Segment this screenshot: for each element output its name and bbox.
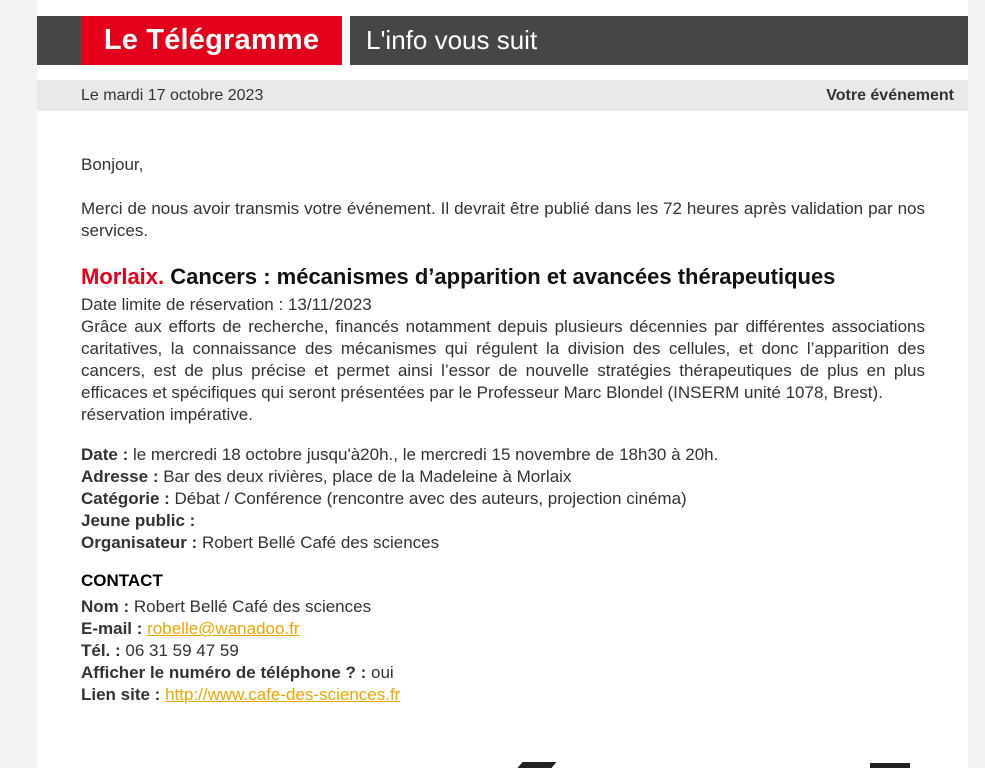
contact-phone-label: Tél. :: [81, 641, 121, 660]
contact-site-label: Lien site :: [81, 685, 161, 704]
event-details: [81, 444, 925, 554]
detail-category-label: Catégorie :: [81, 489, 170, 508]
detail-address-label: Adresse :: [81, 467, 159, 486]
contact-show-phone: [81, 662, 925, 684]
contact-heading: CONTACT: [81, 571, 163, 590]
reservation-note: réservation impérative.: [81, 405, 253, 424]
event-title: [81, 264, 925, 289]
contact-email-label: E-mail :: [81, 619, 143, 638]
contact-show-phone-label: Afficher le numéro de téléphone ? :: [81, 663, 367, 682]
event-city: Morlaix.: [81, 264, 165, 289]
detail-youth: [81, 510, 925, 532]
detail-youth-label: Jeune public :: [81, 511, 196, 530]
detail-organizer-value: Robert Bellé Café des sciences: [201, 533, 440, 552]
email-content: [81, 154, 925, 706]
contact-name-label: Nom :: [81, 597, 130, 616]
telegramme-logo[interactable]: Le Télégramme: [81, 16, 342, 65]
contact-site-link[interactable]: http://www.cafe-des-sciences.fr: [165, 685, 401, 704]
detail-address: [81, 466, 925, 488]
contact-name: [81, 596, 925, 618]
footer-decoration-left: [517, 762, 556, 768]
email-date: Le mardi 17 octobre 2023: [81, 87, 264, 104]
contact-phone: [81, 640, 925, 662]
footer-decoration-right: [870, 763, 910, 768]
intro-text: Merci de nous avoir transmis votre événement. Il devrait être publié dans les 72 heures après validation par nos services.: [81, 199, 925, 240]
header-tagline: L'info vous suit: [366, 25, 538, 55]
detail-address-value: Bar des deux rivières, place de la Madeleine à Morlaix: [163, 467, 572, 486]
contact-name-value: Robert Bellé Café des sciences: [133, 597, 372, 616]
contact-site: [81, 684, 925, 706]
greeting: Bonjour,: [81, 155, 144, 174]
detail-organizer: [81, 532, 925, 554]
detail-category-value: Débat / Conférence (rencontre avec des auteurs, projection cinéma): [174, 489, 687, 508]
detail-category: [81, 488, 925, 510]
event-title-text: Cancers : mécanismes d’apparition et avancées thérapeutiques: [170, 264, 836, 289]
event-description: Grâce aux efforts de recherche, financés notamment depuis plusieurs décennies par différentes associations caritatives, la connaissance des mécanismes qui régulent la division des cellules, et donc l’apparition des cancers, est de plus précise et permet ainsi l’essor de nouvelle stratégies thérapeutiques de plus en plus efficaces et spécifiques qui seront présentées par le Professeur Marc Blondel (INSERM unité 1078, Brest).: [81, 317, 925, 402]
section-label: Votre événement: [826, 87, 954, 104]
contact-email: [81, 618, 925, 640]
contact-phone-value: 06 31 59 47 59: [125, 641, 239, 660]
logo-separator: [342, 16, 350, 65]
contact-show-phone-value: oui: [371, 663, 394, 682]
detail-organizer-label: Organisateur :: [81, 533, 198, 552]
contact-details: [81, 596, 925, 706]
contact-email-link[interactable]: robelle@wanadoo.fr: [147, 619, 300, 638]
detail-date-label: Date :: [81, 445, 129, 464]
detail-date: [81, 444, 925, 466]
reservation-deadline: Date limite de réservation : 13/11/2023: [81, 295, 372, 314]
detail-date-value: le mercredi 18 octobre jusqu'à20h., le mercredi 15 novembre de 18h30 à 20h.: [132, 445, 719, 464]
